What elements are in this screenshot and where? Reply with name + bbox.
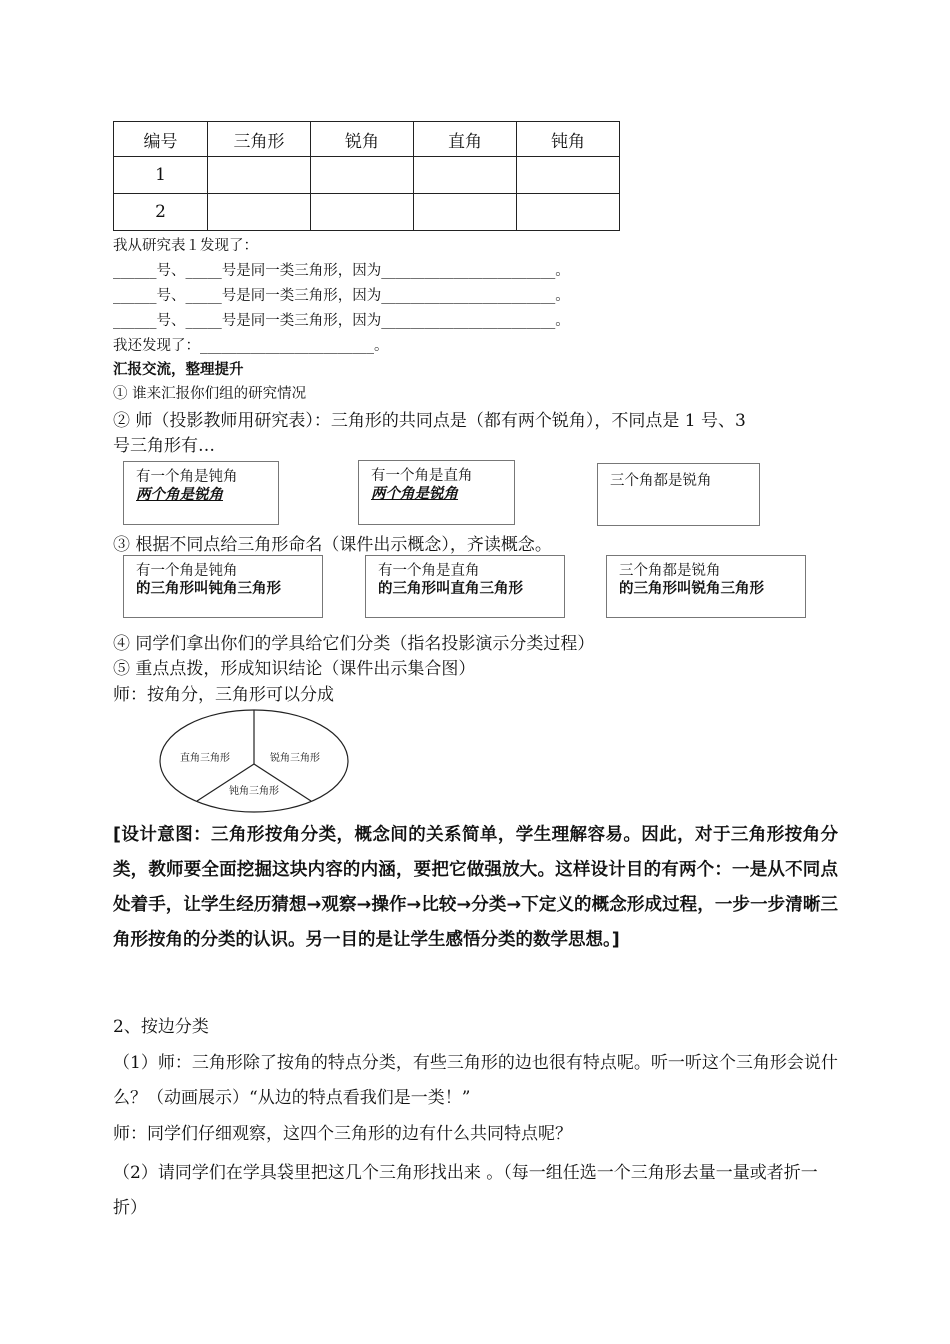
report-step-2: ② 师（投影教师用研究表）：三角形的共同点是（都有两个锐角），不同点是 1 号、3: [113, 411, 746, 431]
section-2-paragraph-2: 师：同学们仔细观察，这四个三角形的边有什么共同特点呢？: [113, 1124, 572, 1144]
findings-intro: 我从研究表１发现了：: [113, 238, 258, 254]
teacher-line: 师：按角分，三角形可以分成: [113, 685, 334, 705]
section-2-paragraph-3: （2）请同学们在学具袋里把这几个三角形找出来 。（每一组任选一个三角形去量一量或者折一折）: [113, 1163, 818, 1218]
box-line: 有一个角是直角: [371, 468, 473, 484]
table-cell: 2: [114, 194, 208, 231]
table-row: [114, 157, 620, 194]
box-line: 有一个角是钝角: [136, 563, 238, 579]
finding-line-3: ______号、_____号是同一类三角形，因为________________________。: [113, 313, 570, 329]
box-line: 三个角都是锐角: [619, 563, 721, 579]
table-cell: [414, 194, 517, 231]
table-header-cell: 钝角: [517, 122, 620, 157]
table-cell: [517, 157, 620, 194]
table-row: [114, 194, 620, 231]
feature-box-right: [358, 460, 515, 525]
table-cell: [208, 194, 311, 231]
concept-box-acute: [606, 555, 806, 618]
table-header-cell: 编号: [114, 122, 208, 157]
table-cell: [311, 194, 414, 231]
feature-box-obtuse: [123, 461, 279, 525]
report-step-3: ③ 根据不同点给三角形命名（课件出示概念），齐读概念。: [113, 535, 552, 555]
finding-line-2: ______号、_____号是同一类三角形，因为________________________。: [113, 288, 570, 304]
design-intent-note: [设计意图：三角形按角分类，概念间的关系简单，学生理解容易。因此，对于三角形按角分类，教师要全面挖掘这块内容的内涵，要把它做强放大。这样设计目的有两个：一是从不同点处着手，让学生经历猜想→观察→操作→比较→分类→下定义的概念形成过程，一步一步清晰三角形按角的分类的认识。另一目的是让学生感悟分类的数学思想。]: [113, 825, 838, 950]
section-2-title: 2、按边分类: [113, 1017, 209, 1037]
table-header-cell: 直角: [414, 122, 517, 157]
table-cell: [208, 157, 311, 194]
diagram-label-acute-triangle: 锐角三角形: [270, 753, 320, 764]
concept-box-right: [365, 555, 565, 618]
box-line: 三个角都是锐角: [610, 473, 712, 489]
table-header-cell: 锐角: [311, 122, 414, 157]
classification-diagram: [157, 706, 353, 816]
table-header-row: [114, 122, 620, 157]
table-cell: [311, 157, 414, 194]
diagram-label-obtuse-triangle: 钝角三角形: [229, 786, 279, 797]
report-heading: 汇报交流，整理提升: [113, 362, 244, 378]
table-cell: [414, 157, 517, 194]
box-line-concept: 的三角形叫直角三角形: [378, 581, 523, 597]
box-line-emphasis: 两个角是锐角: [371, 486, 458, 502]
diagram-label-right-triangle: 直角三角形: [180, 753, 230, 764]
table-header-cell: 三角形: [208, 122, 311, 157]
finding-line-1: ______号、_____号是同一类三角形，因为________________________。: [113, 263, 570, 279]
concept-box-obtuse: [123, 555, 323, 618]
table-cell: 1: [114, 157, 208, 194]
box-line-concept: 的三角形叫钝角三角形: [136, 581, 281, 597]
finding-also: 我还发现了：________________________。: [113, 338, 389, 354]
section-2-paragraph-1: （1）师：三角形除了按角的特点分类，有些三角形的边也很有特点呢。听一听这个三角形会说什么？（动画展示）“从边的特点看我们是一类！”: [113, 1053, 838, 1108]
report-step-2-cont: 号三角形有…: [113, 436, 215, 456]
box-line: 有一个角是钝角: [136, 469, 238, 485]
table-cell: [517, 194, 620, 231]
box-line-concept: 的三角形叫锐角三角形: [619, 581, 764, 597]
research-table: [113, 121, 620, 231]
box-line-emphasis: 两个角是锐角: [136, 487, 223, 503]
report-step-1: ① 谁来汇报你们组的研究情况: [113, 386, 307, 402]
report-step-4: ④ 同学们拿出你们的学具给它们分类（指名投影演示分类过程）: [113, 634, 595, 654]
report-step-5: ⑤ 重点点拨，形成知识结论（课件出示集合图）: [113, 659, 476, 679]
feature-box-acute: [597, 463, 760, 526]
box-line: 有一个角是直角: [378, 563, 480, 579]
